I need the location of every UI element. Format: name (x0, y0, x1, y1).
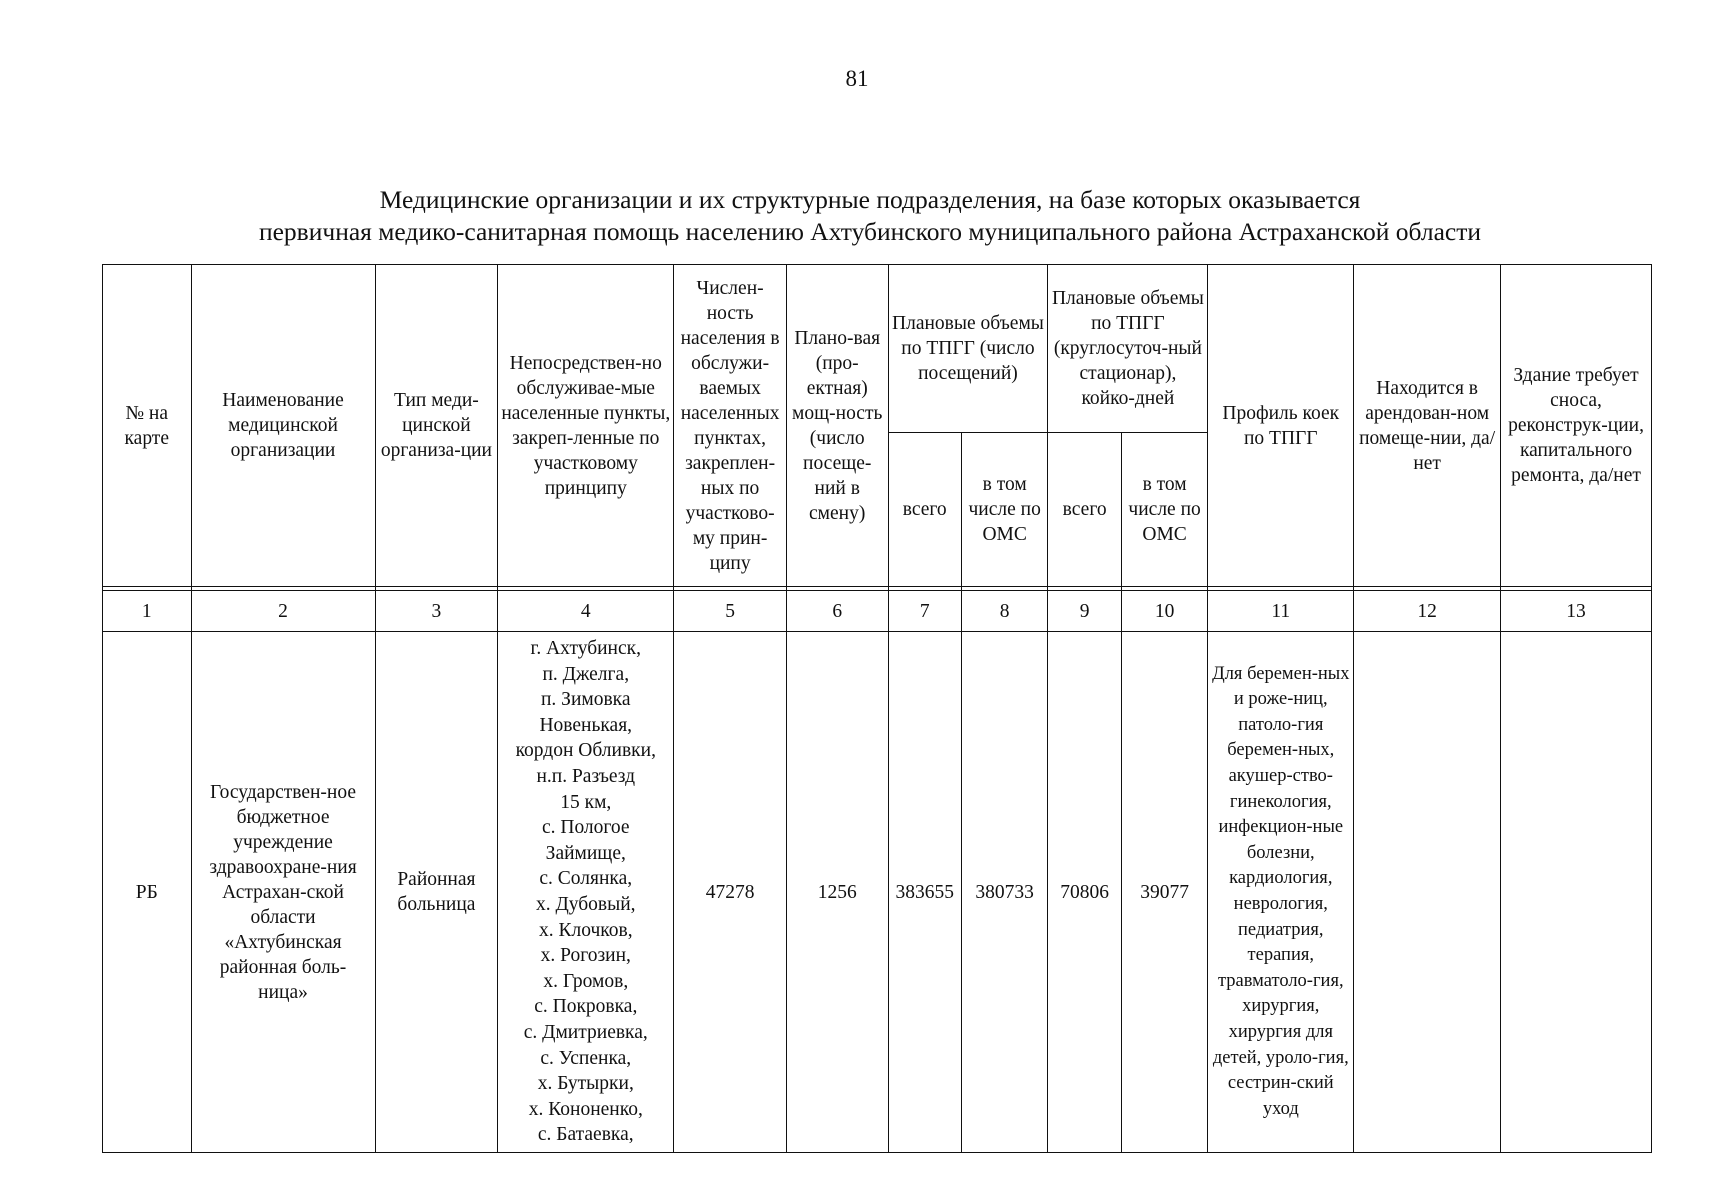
header-visits-oms: в том числе по ОМС (961, 433, 1048, 587)
visits-total-cell: 383655 (888, 632, 961, 1153)
beddays-total-cell: 70806 (1048, 632, 1121, 1153)
table-row (103, 632, 1652, 1153)
organization-type-cell: Районная больница (375, 632, 498, 1153)
settlements-cell (498, 632, 674, 1153)
column-number: 8 (961, 591, 1048, 632)
header-organization-name: Наименование медицинской организации (191, 265, 375, 587)
column-number: 10 (1121, 591, 1208, 632)
settlement-item: п. Джелга, (542, 663, 630, 685)
column-number: 2 (191, 591, 375, 632)
settlement-item: х. Громов, (543, 970, 629, 992)
settlement-item: х. Дубовый, (535, 894, 636, 915)
settlement-item: Займище, (545, 842, 626, 864)
settlement-item: х. Кононенко, (528, 1098, 643, 1120)
medical-organizations-table (102, 264, 1652, 1153)
population-cell: 47278 (674, 632, 787, 1153)
settlement-item: п. Зимовка (541, 689, 631, 711)
settlement-item: х. Рогозин, (540, 945, 631, 967)
header-beddays-oms: в том числе по ОМС (1121, 433, 1208, 587)
settlement-item: х. Бутырки, (537, 1073, 634, 1095)
column-number: 4 (498, 591, 674, 632)
column-number: 3 (375, 591, 498, 632)
settlement-item: кордон Обливки, (515, 740, 656, 762)
column-number: 13 (1501, 591, 1652, 632)
column-number: 7 (888, 591, 961, 632)
capacity-cell: 1256 (786, 632, 888, 1153)
column-number: 11 (1208, 591, 1354, 632)
settlement-item: с. Пологое (541, 817, 630, 839)
rented-cell (1354, 632, 1501, 1153)
document-title (120, 184, 1620, 248)
header-map-number: № на карте (103, 265, 192, 587)
column-number: 5 (674, 591, 787, 632)
settlement-item: с. Батаевка, (537, 1124, 634, 1146)
title-line-1: Медицинские организации и их структурные подразделения, на базе которых оказывается (379, 185, 1361, 214)
header-visits-group: Плановые объемы по ТПГГ (число посещений) (888, 265, 1048, 433)
header-beddays-total: всего (1048, 433, 1121, 587)
beddays-oms-cell: 39077 (1121, 632, 1208, 1153)
title-line-2: первичная медико-санитарная помощь населению Ахтубинского муниципального района Астраханской области (258, 217, 1482, 246)
header-needs-repair: Здание требует сноса, реконструк-ции, капитального ремонта, да/нет (1501, 265, 1652, 587)
header-visits-total: всего (888, 433, 961, 587)
map-number-cell: РБ (103, 632, 192, 1153)
column-number: 12 (1354, 591, 1501, 632)
column-number: 1 (103, 591, 192, 632)
header-capacity: Плано-вая (про-ектная) мощ-ность (число посеще-ний в смену) (786, 265, 888, 587)
settlement-item: с. Дмитриевка, (523, 1021, 648, 1043)
visits-oms-cell: 380733 (961, 632, 1048, 1153)
settlement-item: х. Клочков, (538, 919, 633, 941)
settlement-item: с. Покровка, (534, 996, 638, 1018)
organization-name-cell: Государствен-ное бюджетное учреждение здравоохране-ния Астрахан-ской области «Ахтубинская районная боль-ница» (191, 632, 375, 1153)
column-number-row (103, 591, 1652, 632)
bed-profile-cell: Для беремен-ных и роже-ниц, патоло-гия беремен-ных, акушер-ство-гинекология, инфекцион-ные болезни, кардиология, неврология, педиатрия, терапия, травматоло-гия, хирургия, хирургия для детей, уроло-гия, сестрин-ский уход (1208, 632, 1354, 1153)
header-settlements: Непосредствен-но обслуживае-мые населенные пункты, закреп-ленные по участковому принципу (498, 265, 674, 587)
column-number: 6 (786, 591, 888, 632)
settlement-item: г. Ахтубинск, (530, 638, 641, 660)
page-number: 81 (845, 66, 869, 91)
settlement-item: Новенькая, (539, 714, 633, 736)
needs-repair-cell (1501, 632, 1652, 1153)
settlement-item: с. Успенка, (540, 1047, 632, 1069)
header-organization-type: Тип меди-цинской организа-ции (375, 265, 498, 587)
header-population: Числен-ность населения в обслужи-ваемых населенных пунктах, закреплен-ных по участково-му прин-ципу (674, 265, 787, 587)
settlement-item: н.п. Разъезд (536, 766, 636, 788)
settlement-item: 15 км, (560, 791, 612, 813)
header-bed-profile: Профиль коек по ТПГГ (1208, 265, 1354, 587)
header-beddays-group: Плановые объемы по ТПГГ (круглосуточ-ный стационар), койко-дней (1048, 265, 1208, 433)
column-number: 9 (1048, 591, 1121, 632)
header-rented: Находится в арендован-ном помеще-нии, да/нет (1354, 265, 1501, 587)
settlement-item: с. Солянка, (539, 868, 633, 890)
